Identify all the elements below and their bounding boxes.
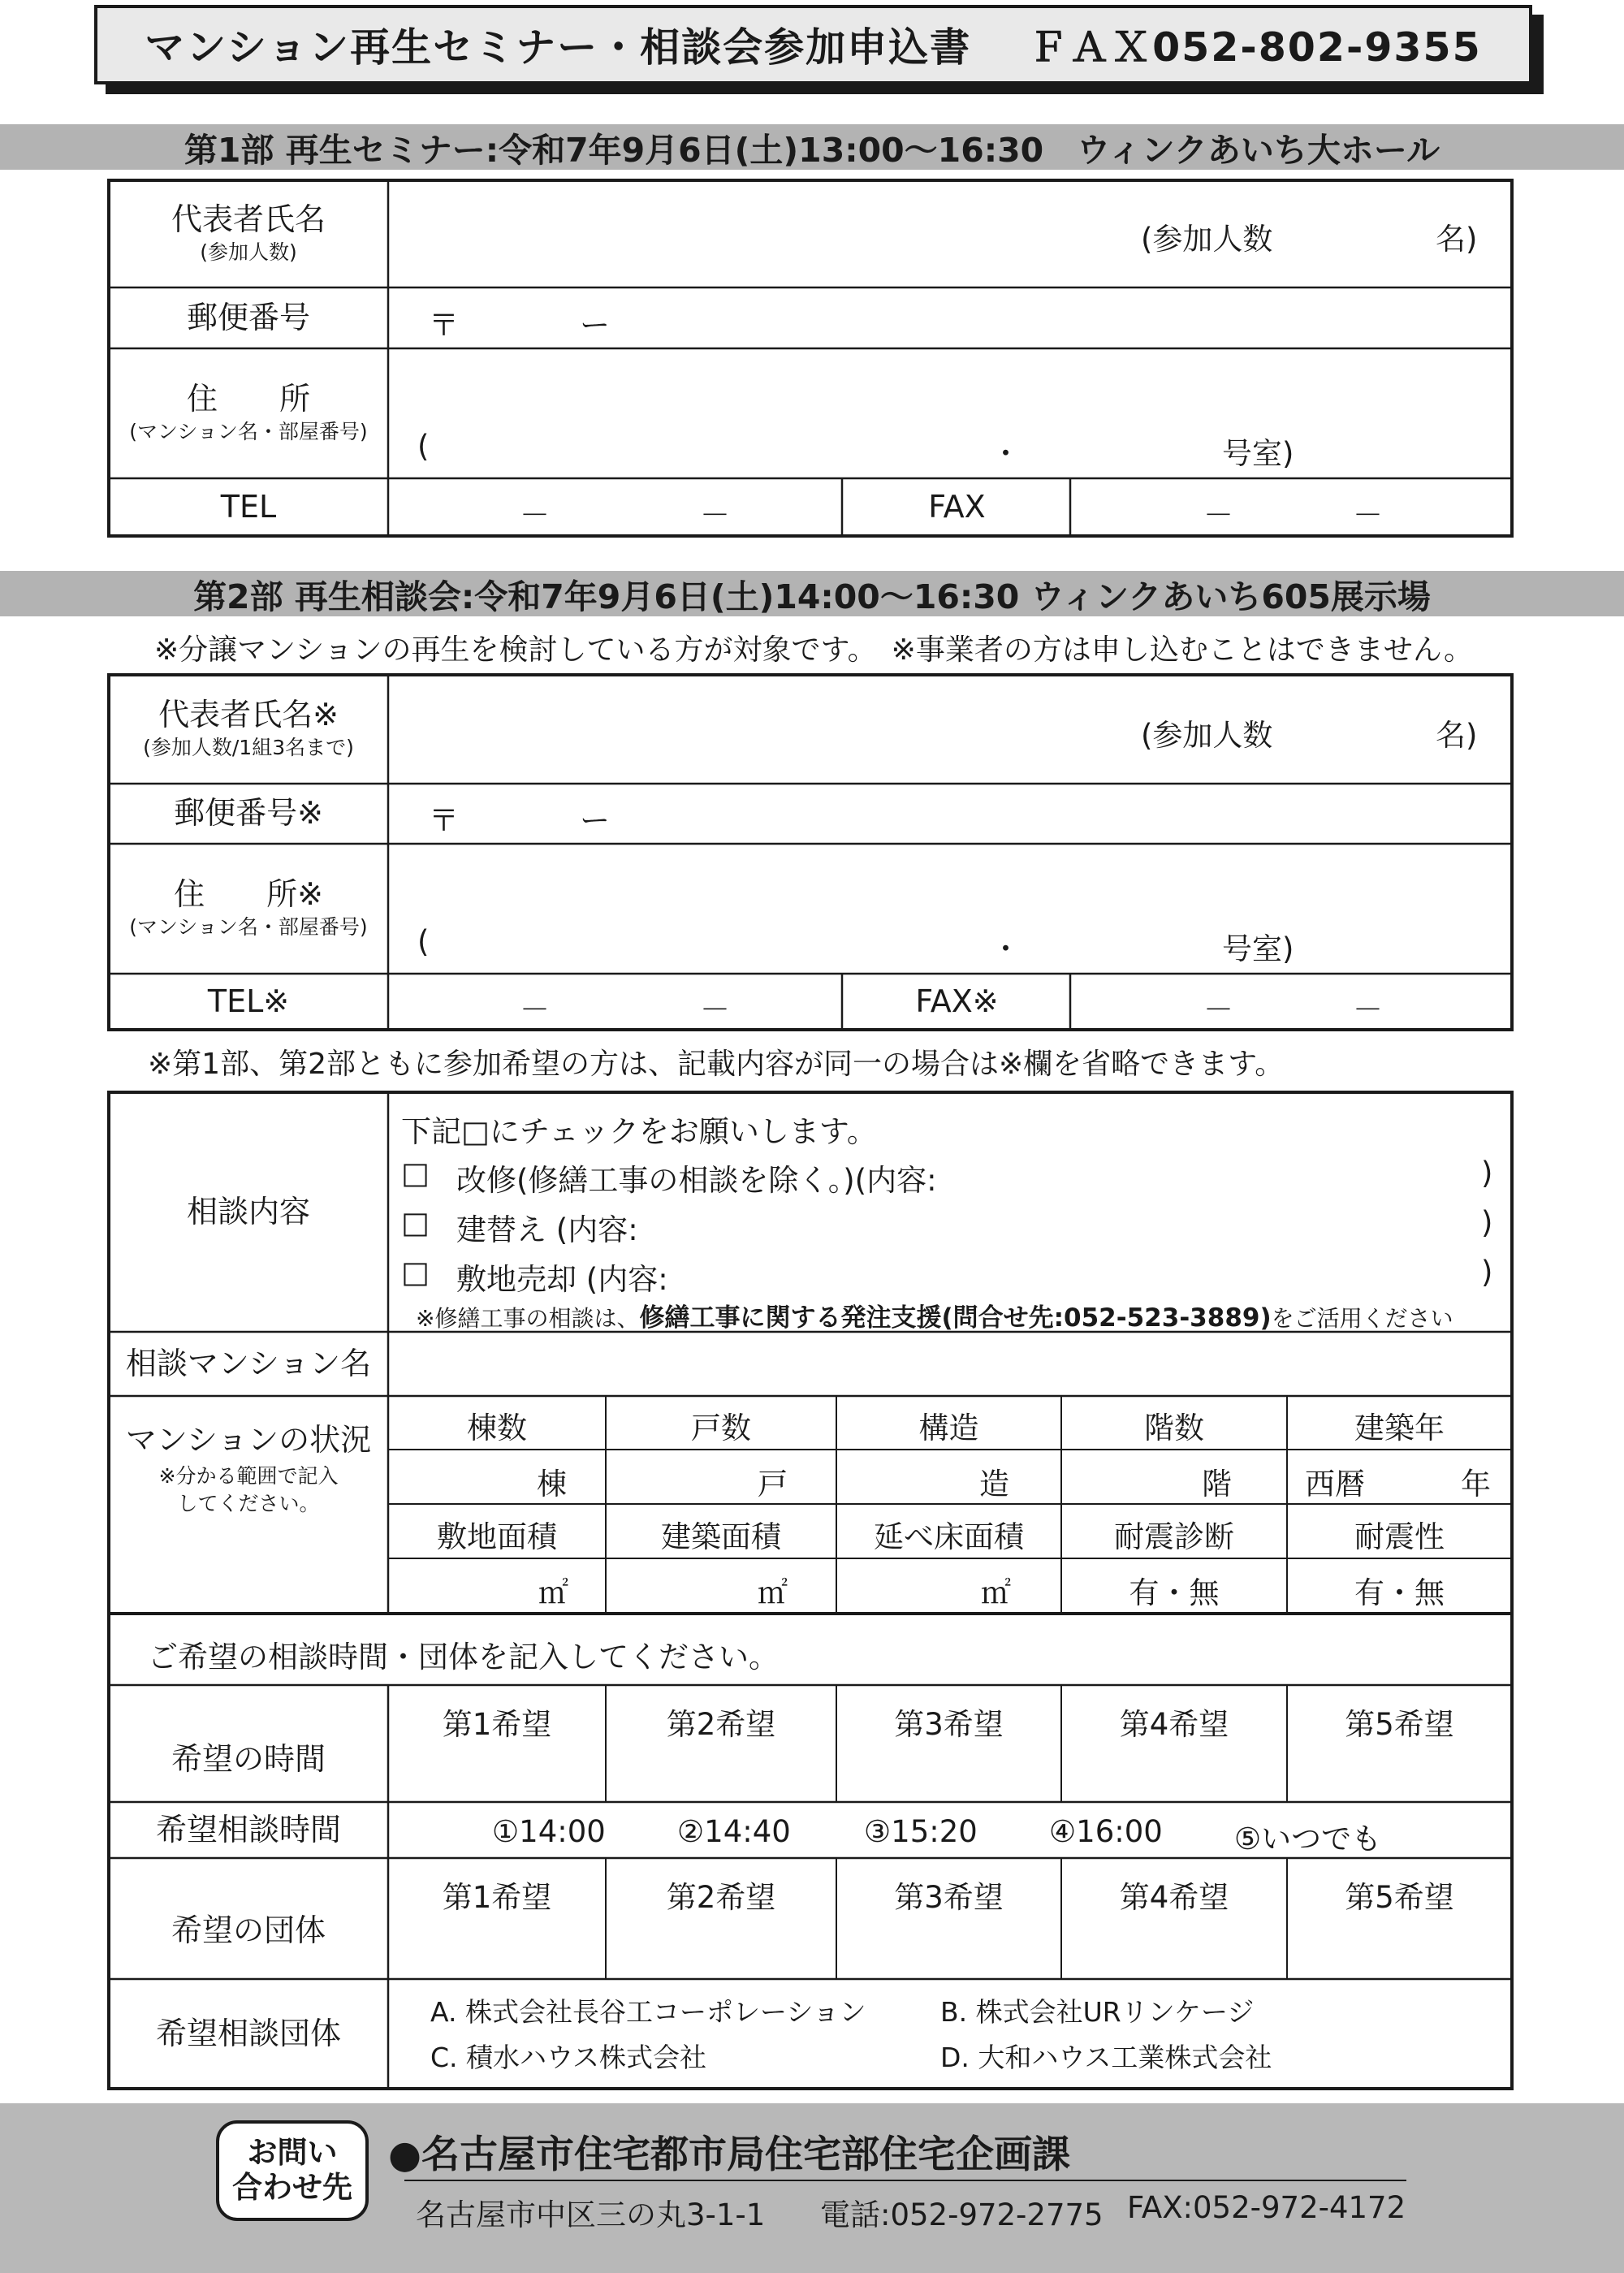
mansion-header-building-area: 建築面積: [661, 1519, 781, 1554]
mansion-built-year-input[interactable]: [1289, 1451, 1510, 1502]
slot-1520: ③15:20: [864, 1814, 978, 1849]
unit-floors: 階: [1202, 1467, 1232, 1502]
mansion-buildings-input[interactable]: [390, 1451, 604, 1502]
part1-postal-input[interactable]: [455, 291, 1502, 346]
part2-fax-dash-1: －: [1203, 992, 1233, 1027]
slot-1440: ②14:40: [677, 1814, 791, 1849]
group-choice-1-input[interactable]: [390, 1860, 604, 1977]
group-d: D. 大和ハウス工業株式会社: [940, 2042, 1272, 2073]
consult-option-close: ): [1481, 1156, 1493, 1191]
time-choice-5-input[interactable]: [1289, 1687, 1510, 1800]
part2-tel-dash-2: －: [700, 992, 730, 1027]
group-c: C. 積水ハウス株式会社: [430, 2042, 707, 2073]
contact-address: 名古屋市中区三の丸3-1-1: [416, 2197, 766, 2232]
group-a: A. 株式会社長谷工コーポレーション: [430, 1996, 866, 2028]
unit-structure: 造: [979, 1467, 1009, 1502]
part1-heading: 第1部 再生セミナー:令和7年9月6日(土)13:00～16:30 ウィンクあいち大ホール: [184, 130, 1440, 170]
consult-note-bold: 修繕工事に関する発注支援(問合せ先:052-523-3889): [639, 1303, 1272, 1333]
group-choice-3-label: 第3希望: [894, 1880, 1004, 1915]
part1-tel-label-cell: [109, 478, 388, 536]
part1-name-label: 代表者氏名: [171, 201, 326, 238]
part1-tel-dash-2: －: [700, 498, 730, 533]
part1-postal-dash: ー: [580, 308, 610, 343]
part2-tel-label-cell: [109, 974, 388, 1030]
consult-option-site-sale[interactable]: [401, 1255, 1505, 1297]
group-label-cell: [109, 1858, 388, 1979]
part1-postal-label-cell: [109, 287, 388, 348]
unit-buildings: 棟: [537, 1467, 567, 1502]
part2-tel-dash-1: －: [520, 992, 550, 1027]
mansion-header-built-year: 建築年: [1354, 1411, 1445, 1445]
part1-name-label-cell: [109, 180, 388, 287]
part2-name-input[interactable]: [390, 681, 1421, 778]
part1-address-paren-open: (: [417, 429, 430, 464]
mansion-units-input[interactable]: [607, 1451, 835, 1502]
part2-postal-dash: ー: [580, 803, 610, 838]
mansion-floor-area-input[interactable]: [838, 1560, 1060, 1610]
contact-fax: FAX:052-972-4172: [1127, 2190, 1406, 2225]
part2-fax-label-cell: [844, 974, 1070, 1030]
mansion-header-floor-area: 延べ床面積: [874, 1519, 1024, 1554]
part2-postal-label-cell: [109, 784, 388, 844]
inquiry-badge: [216, 2120, 369, 2221]
mansion-name-label: 相談マンション名: [125, 1345, 372, 1381]
consult-note-prefix: ※修繕工事の相談は、: [416, 1305, 640, 1332]
part2-name-label: 代表者氏名※: [158, 697, 339, 733]
part1-name-sub: (参加人数): [200, 240, 297, 264]
groups-label-cell: [109, 1979, 388, 2089]
part1-fax-dash-2: －: [1353, 498, 1383, 533]
mansion-status-label-cell: [109, 1396, 388, 1612]
time-choice-1-label: 第1希望: [442, 1707, 552, 1742]
part1-name-input[interactable]: [390, 187, 1421, 283]
group-choice-2-label: 第2希望: [666, 1880, 776, 1915]
group-label: 希望の団体: [171, 1912, 326, 1948]
mansion-name-input[interactable]: [390, 1334, 1509, 1394]
part2-address-sub: (マンション名・部屋番号): [129, 914, 368, 939]
mansion-site-area-input[interactable]: [390, 1560, 604, 1610]
time-choice-3-label: 第3希望: [894, 1707, 1004, 1742]
part1-fax-dash-1: －: [1203, 498, 1233, 533]
group-choice-2-input[interactable]: [607, 1860, 835, 1977]
consult-option-close: ): [1481, 1205, 1493, 1240]
consult-option-renovation[interactable]: [401, 1156, 1505, 1198]
consult-option-label: 敷地売却 (内容:: [456, 1262, 668, 1297]
seismic-resistance-choice[interactable]: 有・無: [1354, 1575, 1445, 1610]
part2-participants-open: (参加人数: [1141, 718, 1273, 753]
part2-heading: 第2部 再生相談会:令和7年9月6日(土)14:00～16:30 ウィンクあいち605展示場: [193, 577, 1431, 616]
groups-label: 希望相談団体: [155, 2015, 341, 2051]
part2-heading-band: [0, 571, 1624, 616]
unit-sqm: ㎡: [538, 1575, 568, 1610]
time-choice-1-input[interactable]: [390, 1687, 604, 1800]
part1-address-sub: (マンション名・部屋番号): [129, 419, 368, 443]
unit-sqm: ㎡: [758, 1575, 788, 1610]
mansion-status-sub1: ※分かる範囲で記入: [158, 1463, 339, 1488]
title-fax-number: ＦＡＸ052-802-9355: [1028, 24, 1482, 71]
mansion-name-label-cell: [109, 1332, 388, 1396]
consult-instruction: 下記□にチェックをお願いします。: [401, 1114, 877, 1149]
seireki-label: 西暦: [1305, 1467, 1365, 1502]
mansion-header-floors: 階数: [1144, 1411, 1204, 1445]
consult-option-rebuild[interactable]: [401, 1205, 1505, 1247]
slot-1600: ④16:00: [1049, 1814, 1163, 1849]
mansion-floors-input[interactable]: [1063, 1451, 1285, 1502]
mansion-header-site-area: 敷地面積: [437, 1519, 557, 1554]
part2-address-paren-open: (: [417, 924, 430, 959]
mansion-header-units: 戸数: [691, 1411, 751, 1445]
time-choice-5-label: 第5希望: [1345, 1707, 1454, 1742]
part2-name-sub: (参加人数/1組3名まで): [143, 735, 354, 759]
consult-option-label: 建替え (内容:: [456, 1212, 638, 1247]
part1-address-label: 住 所: [186, 381, 310, 417]
part1-fax-label: FAX: [928, 488, 986, 525]
part2-address-room: 号室): [1222, 931, 1294, 966]
time-choice-2-input[interactable]: [607, 1687, 835, 1800]
mansion-structure-input[interactable]: [838, 1451, 1060, 1502]
time-choice-4-input[interactable]: [1063, 1687, 1285, 1800]
mansion-header-buildings: 棟数: [467, 1411, 527, 1445]
part2-tel-label: TEL※: [207, 983, 290, 1019]
group-b: B. 株式会社URリンケージ: [940, 1996, 1255, 2028]
mansion-header-seismic-diagnosis: 耐震診断: [1114, 1519, 1234, 1554]
consult-option-close: ): [1481, 1255, 1493, 1290]
schedule-instruction: ご希望の相談時間・団体を記入してください。: [148, 1640, 779, 1675]
part2-tel-input[interactable]: [390, 976, 840, 1028]
part1-postal-mark: 〒: [429, 308, 459, 343]
contact-org: ●名古屋市住宅都市局住宅部住宅企画課: [388, 2133, 1071, 2177]
unit-year: 年: [1461, 1467, 1491, 1502]
mansion-building-area-input[interactable]: [607, 1560, 835, 1610]
group-choice-1-label: 第1希望: [442, 1880, 552, 1915]
consult-option-label: 改修(修繕工事の相談を除く。)(内容:: [456, 1163, 937, 1198]
form-title: マンション再生セミナー・相談会参加申込書: [145, 24, 972, 71]
time-label: 希望の時間: [171, 1741, 326, 1778]
part2-omit-note: ※第1部、第2部ともに参加希望の方は、記載内容が同一の場合は※欄を省略できます。: [148, 1048, 1285, 1081]
part1-address-label-cell: [109, 348, 388, 478]
consult-note-suffix: をご活用ください: [1271, 1305, 1453, 1332]
part2-name-label-cell: [109, 675, 388, 784]
contact-phone[interactable]: 電話:052-972-2775: [820, 2197, 1104, 2232]
part1-participants-open: (参加人数: [1141, 222, 1273, 257]
time-choice-2-label: 第2希望: [666, 1707, 776, 1742]
part2-fax-dash-2: －: [1353, 992, 1383, 1027]
consult-label: 相談内容: [186, 1193, 310, 1229]
inquiry-badge-line1: お問い: [247, 2135, 338, 2171]
part1-address-room: 号室): [1222, 436, 1294, 471]
consult-label-cell: [109, 1092, 388, 1332]
unit-units: 戸: [758, 1467, 788, 1502]
part2-fax-input[interactable]: [1072, 976, 1510, 1028]
slot-1400: ①14:00: [492, 1814, 606, 1849]
part2-postal-mark: 〒: [429, 803, 459, 838]
mansion-status-label: マンションの状況: [125, 1422, 372, 1458]
unit-sqm: ㎡: [981, 1575, 1011, 1610]
time-choice-4-label: 第4希望: [1119, 1707, 1229, 1742]
slots-label-cell: [109, 1802, 388, 1858]
part2-address-dot: ・: [991, 931, 1021, 966]
part1-tel-dash-1: －: [520, 498, 550, 533]
part2-participants-close: 名): [1436, 718, 1478, 753]
part1-tel-label: TEL: [220, 488, 277, 525]
part2-postal-input[interactable]: [455, 786, 1502, 841]
checkbox-icon[interactable]: □: [401, 1156, 430, 1191]
part2-postal-label: 郵便番号※: [174, 795, 323, 832]
mansion-status-sub2: してください。: [177, 1491, 320, 1515]
part1-address-dot: ・: [991, 436, 1021, 471]
group-choice-3-input[interactable]: [838, 1860, 1060, 1977]
part1-fax-input[interactable]: [1072, 481, 1510, 534]
part2-address-input[interactable]: [390, 846, 1509, 919]
group-choice-4-label: 第4希望: [1119, 1880, 1229, 1915]
part1-address-input[interactable]: [390, 351, 1509, 424]
group-choice-5-input[interactable]: [1289, 1860, 1510, 1977]
part2-target-note: ※分譲マンションの再生を検討している方が対象です。 ※事業者の方は申し込むことはできません。: [154, 633, 1473, 667]
part2-address-label-cell: [109, 844, 388, 974]
time-label-cell: [109, 1685, 388, 1802]
part1-fax-label-cell: [844, 478, 1070, 536]
part2-fax-label: FAX※: [915, 983, 999, 1019]
group-choice-5-label: 第5希望: [1345, 1880, 1454, 1915]
contact-divider: [404, 2180, 1406, 2181]
part1-participants-close: 名): [1436, 222, 1478, 257]
checkbox-icon[interactable]: □: [401, 1205, 430, 1240]
time-choice-3-input[interactable]: [838, 1687, 1060, 1800]
seismic-diagnosis-choice[interactable]: 有・無: [1129, 1575, 1220, 1610]
slots-label: 希望相談時間: [155, 1811, 341, 1847]
inquiry-badge-line2: 合わせ先: [232, 2170, 352, 2205]
part1-postal-label: 郵便番号: [186, 299, 310, 335]
slot-anytime: ⑤いつでも: [1234, 1821, 1382, 1856]
part2-address-label: 住 所※: [174, 876, 323, 913]
group-choice-4-input[interactable]: [1063, 1860, 1285, 1977]
consult-repair-note: [416, 1297, 1453, 1333]
part1-tel-input[interactable]: [390, 481, 840, 534]
checkbox-icon[interactable]: □: [401, 1255, 430, 1290]
mansion-header-structure: 構造: [918, 1411, 979, 1445]
mansion-header-seismic-resistance: 耐震性: [1354, 1519, 1445, 1554]
